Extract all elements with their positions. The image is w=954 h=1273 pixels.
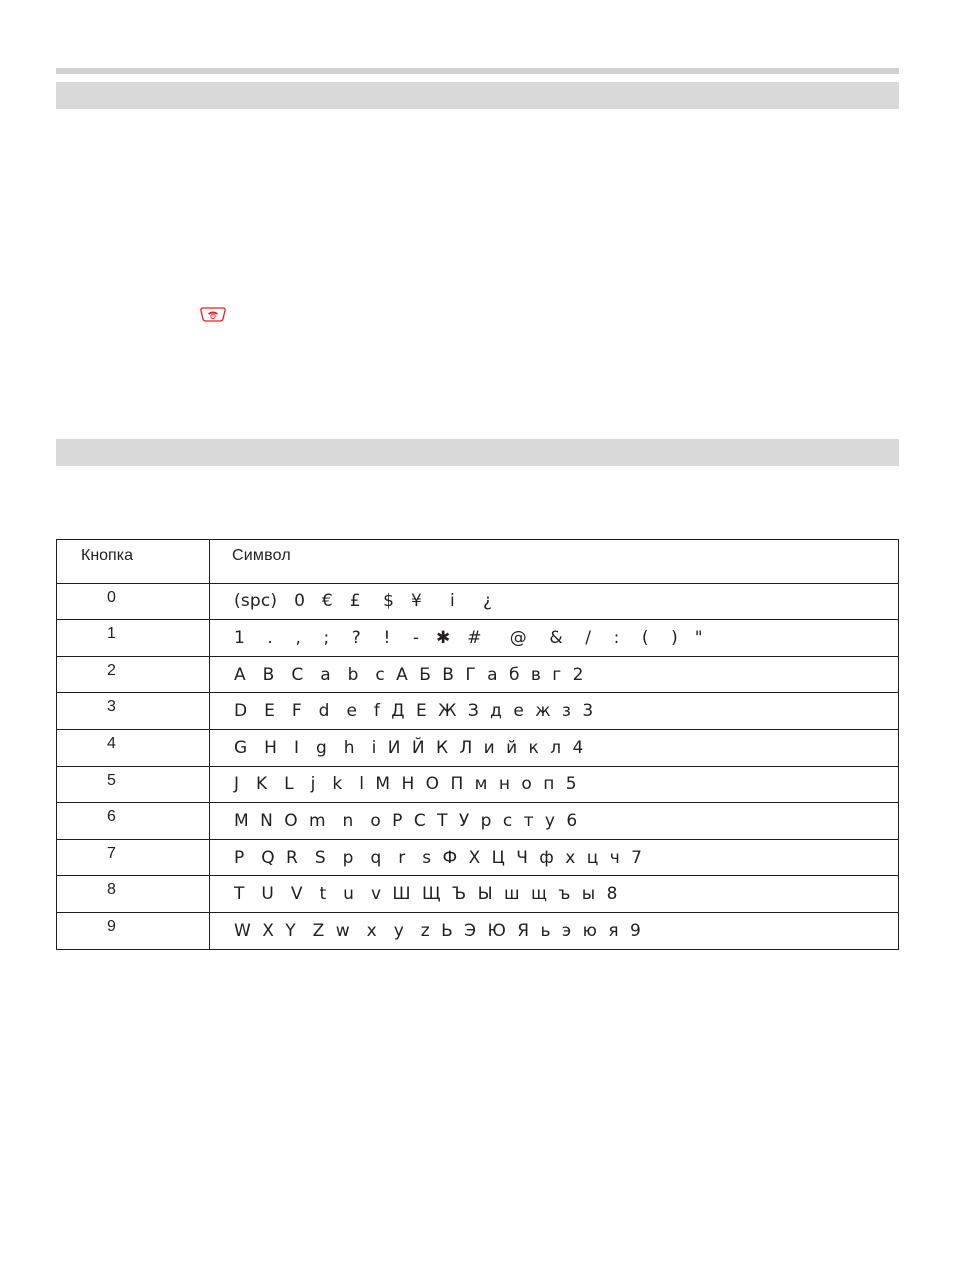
key-symbols: M N O m n o Р С Т У р с т у 6	[210, 803, 899, 840]
key-symbols: G H I g h i И Й К Л и й к л 4	[210, 729, 899, 766]
end-call-key-icon	[199, 306, 227, 322]
table-header-row	[57, 540, 899, 584]
key-label: 7	[57, 839, 210, 876]
section-header-bar	[56, 82, 899, 109]
header-symbol: Символ	[210, 540, 899, 584]
key-symbols: W X Y Z w x y z Ь Э Ю Я ь э ю я 9	[210, 912, 899, 949]
key-symbols: (spc) 0 € £ $ ¥ i ¿	[210, 583, 899, 620]
section-header-bar	[56, 439, 899, 466]
table-row	[57, 766, 899, 803]
key-symbols: J K L j k l М Н О П м н о п 5	[210, 766, 899, 803]
key-label: 9	[57, 912, 210, 949]
key-symbols: P Q R S p q r s Ф Х Ц Ч ф х ц ч 7	[210, 839, 899, 876]
key-label: 3	[57, 693, 210, 730]
top-rule	[56, 68, 899, 74]
table-row	[57, 839, 899, 876]
key-symbols: T U V t u v Ш Щ Ъ Ы ш щ ъ ы 8	[210, 876, 899, 913]
table-row	[57, 620, 899, 657]
table-row	[57, 729, 899, 766]
table-row	[57, 656, 899, 693]
key-character-table	[56, 539, 899, 950]
table-row	[57, 912, 899, 949]
key-symbols: D E F d e f Д Е Ж З д е ж з 3	[210, 693, 899, 730]
key-label: 8	[57, 876, 210, 913]
key-symbols: A B C a b c А Б В Г а б в г 2	[210, 656, 899, 693]
key-label: 5	[57, 766, 210, 803]
key-label: 1	[57, 620, 210, 657]
key-label: 4	[57, 729, 210, 766]
key-label: 0	[57, 583, 210, 620]
table-row	[57, 693, 899, 730]
header-key: Кнопка	[57, 540, 210, 584]
table-row	[57, 876, 899, 913]
key-label: 2	[57, 656, 210, 693]
table-row	[57, 803, 899, 840]
key-label: 6	[57, 803, 210, 840]
table-row	[57, 583, 899, 620]
key-symbols: 1 . , ; ? ! - ✱ # @ & / : ( ) "	[210, 620, 899, 657]
